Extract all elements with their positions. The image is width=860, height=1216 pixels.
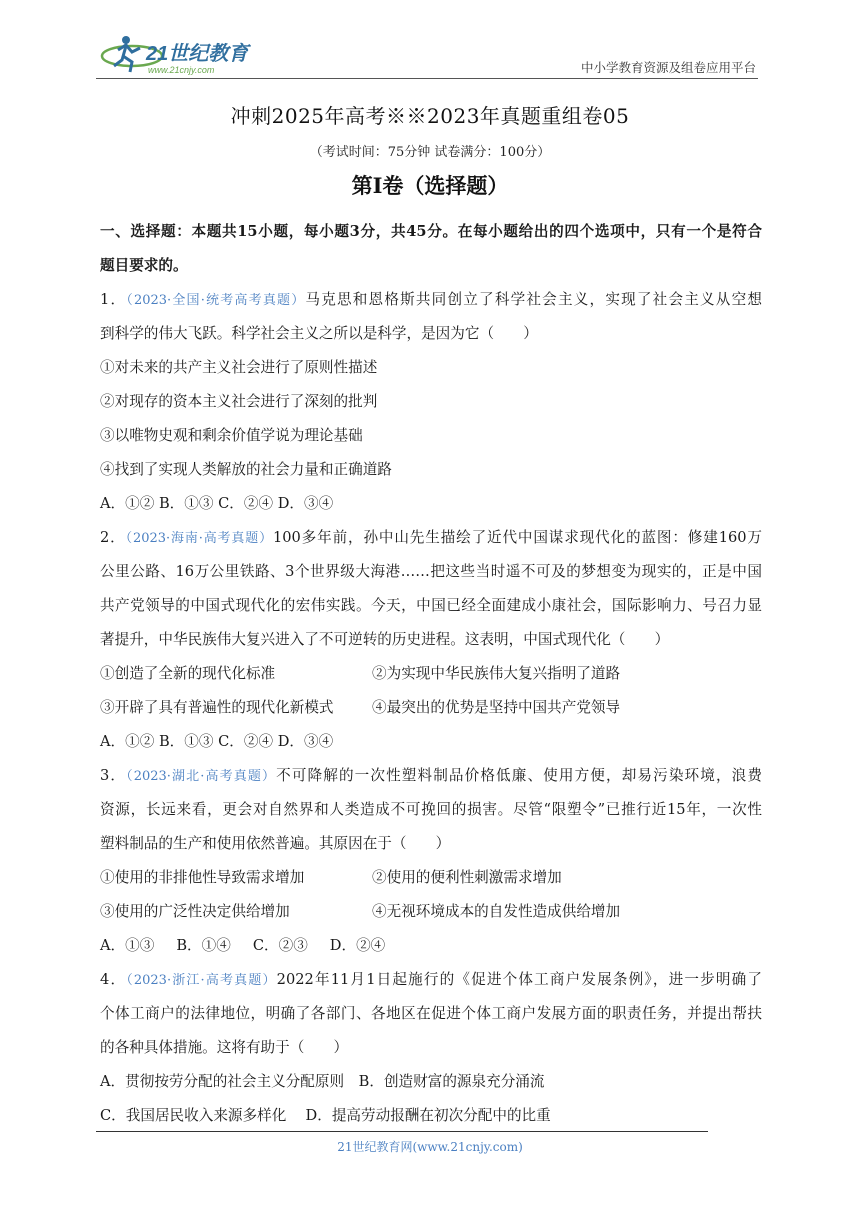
statement: ①使用的非排他性导致需求增加	[100, 869, 305, 886]
question-source: （2023·全国·统考高考真题）	[126, 293, 306, 308]
question-3-stem	[100, 765, 762, 799]
footer-text: 21世纪教育网(www.21cnjy.com)	[337, 1140, 523, 1154]
statement: ④找到了实现人类解放的社会力量和正确道路	[100, 461, 392, 478]
header-divider	[96, 78, 758, 79]
footer-divider	[96, 1131, 708, 1132]
exam-subtitle: （考试时间：75分钟 试卷满分：100分）	[309, 145, 551, 160]
question-number: 4．	[100, 971, 127, 988]
statement-row	[100, 697, 762, 731]
question-4-stem-3: 的各种具体措施。这将有助于（ ）	[100, 1039, 349, 1056]
question-4-stem-2: 个体工商户的法律地位，明确了各部门、各地区在促进个体工商户发展方面的职责任务，并提出帮扶	[100, 1005, 762, 1022]
answer-options	[100, 935, 762, 969]
question-1-stem-2: 到科学的伟大飞跃。科学社会主义之所以是科学，是因为它（ ）	[100, 325, 538, 342]
logo-text: 21世纪教育	[146, 43, 249, 65]
question-text: 100多年前，孙中山先生描绘了近代中国谋求现代化的蓝图：修建160万	[272, 529, 762, 546]
21cnjy-logo	[96, 30, 266, 78]
option-d: D．②④	[329, 937, 386, 954]
question-source: （2023·浙江·高考真题）	[126, 973, 277, 988]
statement: ③以唯物史观和剩余价值学说为理论基础	[100, 427, 363, 444]
statement-row	[100, 663, 762, 697]
option-a: A．①③	[100, 937, 155, 954]
question-2-stem	[100, 527, 762, 561]
answer-options-ab: A．贯彻按劳分配的社会主义分配原则 B．创造财富的源泉充分涌流	[100, 1073, 545, 1090]
section-title: 第I卷（选择题）	[351, 173, 509, 198]
statement-row	[100, 867, 762, 901]
statement: ①创造了全新的现代化标准	[100, 665, 276, 682]
instructions-line-2: 题目要求的。	[100, 257, 188, 274]
question-2-stem-4: 著提升，中华民族伟大复兴进入了不可逆转的历史进程。这表明，中国式现代化（ ）	[100, 631, 670, 648]
statement: ④最突出的优势是坚持中国共产党领导	[372, 699, 621, 716]
statement: ②为实现中华民族伟大复兴指明了道路	[372, 665, 621, 682]
statement: ③使用的广泛性决定供给增加	[100, 903, 290, 920]
question-number: 1．	[100, 291, 127, 308]
question-source: （2023·湖北·高考真题）	[126, 769, 277, 784]
statement: ③开辟了具有普遍性的现代化新模式	[100, 699, 334, 716]
statement: ②对现存的资本主义社会进行了深刻的批判	[100, 393, 378, 410]
question-number: 3．	[100, 767, 127, 784]
platform-name: 中小学教育资源及组卷应用平台	[580, 60, 756, 75]
question-3-stem-2: 资源，长远来看，更会对自然界和人类造成不可挽回的损害。尽管“限塑令”已推行近15年，一次性	[100, 801, 762, 818]
question-3-stem-3: 塑料制品的生产和使用依然普遍。其原因在于（ ）	[100, 835, 451, 852]
statement: ④无视环境成本的自发性造成供给增加	[372, 903, 621, 920]
question-number: 2．	[100, 529, 126, 546]
question-source: （2023·海南·高考真题）	[125, 531, 273, 546]
statement: ①对未来的共产主义社会进行了原则性描述	[100, 359, 378, 376]
exam-title: 冲刺2025年高考※※2023年真题重组卷05	[230, 104, 630, 128]
question-text: 2022年11月1日起施行的《促进个体工商户发展条例》，进一步明确了	[276, 971, 762, 988]
question-content	[100, 221, 762, 1139]
option-b: B．①④	[176, 937, 231, 954]
logo-url: www.21cnjy.com	[148, 65, 215, 75]
statement: ②使用的便利性刺激需求增加	[372, 869, 562, 886]
answer-options: A．①② B．①③ C．②④ D．③④	[100, 495, 334, 512]
question-4-stem	[100, 969, 762, 1003]
question-2-stem-2: 公里公路、16万公里铁路、3个世界级大海港……把这些当时遥不可及的梦想变为现实的，正是中国	[100, 563, 762, 580]
question-text: 马克思和恩格斯共同创立了科学社会主义，实现了社会主义从空想	[305, 291, 762, 308]
instructions-line-1: 一、选择题：本题共15小题，每小题3分，共45分。在每小题给出的四个选项中，只有一个是符合	[100, 223, 762, 240]
answer-options-cd: C．我国居民收入来源多样化 D．提高劳动报酬在初次分配中的比重	[100, 1107, 551, 1124]
option-c: C．②③	[252, 937, 308, 954]
question-2-stem-3: 共产党领导的中国式现代化的宏伟实践。今天，中国已经全面建成小康社会，国际影响力、号召力显	[100, 597, 762, 614]
question-text: 不可降解的一次性塑料制品价格低廉、使用方便，却易污染环境，浪费	[276, 767, 762, 784]
statement-row	[100, 901, 762, 935]
answer-options: A．①② B．①③ C．②④ D．③④	[100, 733, 334, 750]
question-1-stem	[100, 289, 762, 323]
